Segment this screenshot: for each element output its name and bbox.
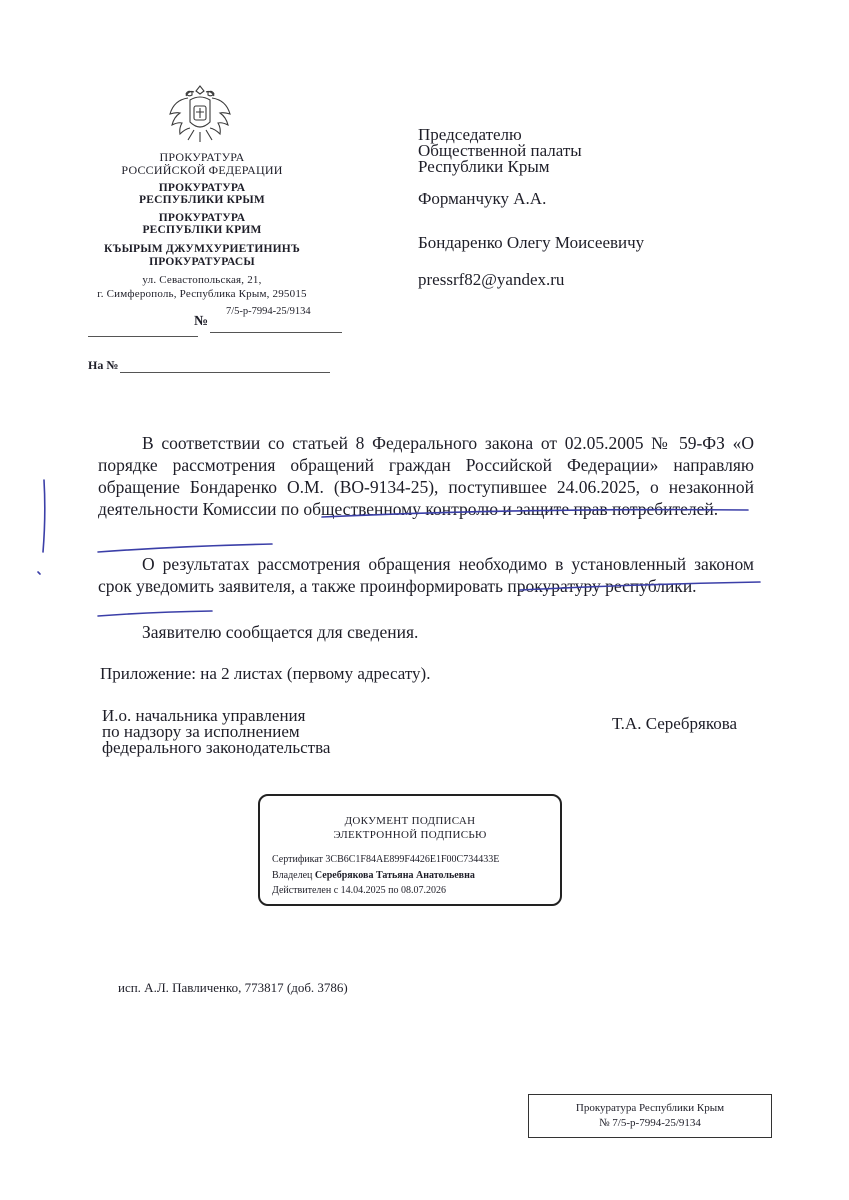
date-underline — [88, 336, 198, 337]
stamp-owner-value: Серебрякова Татьяна Анатольевна — [314, 870, 475, 881]
addressee-name1: Форманчуку А.А. — [418, 189, 547, 208]
body-paragraph-1-text: В соответствии со статьей 8 Федерального закона от 02.05.2005 № 59-ФЗ «О порядке рассмотрения обращений граждан Российской Федерации» направляю обращение Бондаренко О.М. (ВО-9134-25), поступившее 24.06.2025, о незаконной деятельности Комиссии по общественному контролю и защите прав потребителей. — [98, 433, 754, 519]
stamp-owner-label: Владелец — [272, 870, 313, 881]
signer-position-line3: федерального законодательства — [102, 738, 331, 757]
letterhead-org-line2: РОССИЙСКОЙ ФЕДЕРАЦИИ — [121, 163, 283, 177]
letterhead-org-line1: ПРОКУРАТУРА — [159, 150, 245, 164]
letterhead-sub2-line1: ПРОКУРАТУРА — [158, 212, 246, 224]
letterhead-address-line2: г. Симферополь, Республика Крым, 295015 — [97, 288, 307, 300]
letterhead-sub1-line2: РЕСПУБЛИКИ КРЫМ — [139, 194, 265, 206]
letterhead-sub2-line2: РЕСПУБЛІКИ КРИМ — [142, 224, 262, 236]
stamp-validity-row — [272, 885, 446, 896]
letterhead-sub3-line2: ПРОКУРАТУРАСЫ — [149, 256, 255, 268]
stamp-valid-label: Действителен — [272, 885, 332, 896]
executor-contact: исп. А.Л. Павличенко, 773817 (доб. 3786) — [118, 980, 348, 995]
outgoing-number-sign: № — [194, 314, 209, 329]
signer-position-line1: И.о. начальника управления — [102, 706, 306, 725]
outgoing-number-value: 7/5-р-7994-25/9134 — [226, 306, 311, 317]
stamp-cert-label: Сертификат — [272, 854, 323, 865]
registration-line1: Прокуратура Республики Крым — [575, 1102, 725, 1114]
signer-position-line2: по надзору за исполнением — [102, 722, 300, 741]
addressee-line1: Председателю — [418, 125, 522, 144]
registration-line2: № 7/5-р-7994-25/9134 — [599, 1117, 701, 1129]
letterhead-sub1-line1: ПРОКУРАТУРА — [158, 182, 246, 194]
stamp-valid-to-label: по — [388, 885, 399, 896]
stamp-cert-value: 3CB6C1F84AE899F4426E1F00C734433E — [325, 854, 500, 865]
coat-of-arms-emblem — [166, 82, 234, 150]
addressee-name2: Бондаренко Олегу Моисеевичу — [418, 233, 645, 252]
addressee-line3: Республики Крым — [418, 157, 550, 176]
addressee-email: pressrf82@yandex.ru — [418, 270, 565, 289]
body-paragraph-2 — [98, 553, 754, 597]
body-paragraph-2-text: О результатах рассмотрения обращения необходимо в установленный законом срок уведомить заявителя, а также проинформировать прокуратуру республики. — [98, 554, 754, 596]
body-paragraph-3 — [98, 621, 754, 643]
stamp-title-line1: ДОКУМЕНТ ПОДПИСАН — [344, 815, 476, 827]
stamp-valid-to: 08.07.2026 — [401, 885, 447, 896]
electronic-signature-stamp — [258, 794, 562, 906]
body-paragraph-3-text: Заявителю сообщается для сведения. — [142, 622, 419, 642]
reference-number-label: На № — [88, 358, 119, 372]
letterhead-address-line1: ул. Севастопольская, 21, — [142, 274, 262, 286]
attachment-note: Приложение: на 2 листах (первому адресату). — [100, 664, 431, 683]
number-underline — [210, 332, 342, 333]
body-paragraph-1 — [98, 432, 754, 520]
addressee-line2: Общественной палаты — [418, 141, 582, 160]
registration-box — [528, 1094, 772, 1138]
stamp-title-line2: ЭЛЕКТРОННОЙ ПОДПИСЬЮ — [333, 829, 487, 841]
letterhead-sub3-line1: КЪЫРЫМ ДЖУМХУРИЕТИНИНЪ — [104, 243, 300, 255]
reference-number-underline — [120, 372, 330, 373]
signer-name: Т.А. Серебрякова — [612, 714, 738, 733]
stamp-owner-row — [272, 870, 475, 881]
stamp-valid-from-label: с — [333, 885, 339, 896]
stamp-certificate-row — [272, 854, 499, 865]
stamp-valid-from: 14.04.2025 — [340, 885, 386, 896]
